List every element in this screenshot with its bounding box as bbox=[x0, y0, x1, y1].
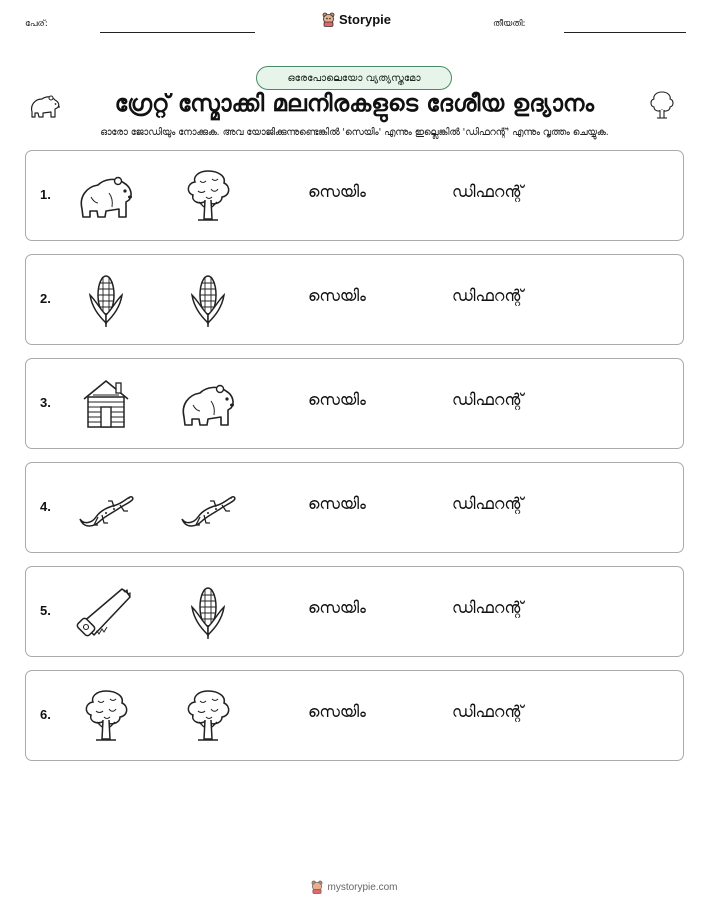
different-option[interactable]: ഡിഫറന്റ് bbox=[452, 390, 524, 409]
different-option[interactable]: ഡിഫറന്റ് bbox=[452, 182, 524, 201]
question-number: 6. bbox=[40, 707, 51, 722]
corn-icon bbox=[178, 583, 238, 641]
question-row bbox=[25, 462, 684, 553]
salamander-icon bbox=[76, 479, 136, 537]
footer-url[interactable]: mystorypie.com bbox=[327, 881, 398, 893]
name-label: പേര്: bbox=[25, 19, 48, 29]
brand-logo bbox=[322, 12, 391, 27]
storypie-mascot-icon bbox=[311, 880, 323, 894]
bear-icon bbox=[28, 92, 62, 120]
saw-icon bbox=[76, 583, 136, 641]
question-number: 2. bbox=[40, 291, 51, 306]
question-number: 4. bbox=[40, 499, 51, 514]
tree-icon bbox=[178, 687, 238, 745]
tree-icon bbox=[76, 687, 136, 745]
corn-icon bbox=[76, 271, 136, 329]
question-row bbox=[25, 254, 684, 345]
question-row bbox=[25, 566, 684, 657]
date-line[interactable] bbox=[564, 32, 686, 33]
brand-name: Storypie bbox=[339, 12, 392, 27]
different-option[interactable]: ഡിഫറന്റ് bbox=[452, 598, 524, 617]
same-option[interactable]: സെയിം bbox=[308, 390, 366, 409]
footer bbox=[0, 880, 709, 894]
question-row bbox=[25, 670, 684, 761]
instructions: ഓരോ ജോഡിയും നോക്കുക. അവ യോജിക്കുന്നുണ്ടെങ്കിൽ 'സെയിം' എന്നും ഇല്ലെങ്കിൽ 'ഡിഫറന്റ്' എന്നും വൃത്തം ചെയ്യുക. bbox=[100, 127, 609, 138]
same-option[interactable]: സെയിം bbox=[308, 494, 366, 513]
bear-icon bbox=[178, 375, 238, 433]
different-option[interactable]: ഡിഫറന്റ് bbox=[452, 286, 524, 305]
same-option[interactable]: സെയിം bbox=[308, 598, 366, 617]
tree-icon bbox=[648, 90, 676, 120]
question-number: 3. bbox=[40, 395, 51, 410]
cabin-icon bbox=[76, 375, 136, 433]
tree-icon bbox=[178, 167, 238, 225]
same-option[interactable]: സെയിം bbox=[308, 702, 366, 721]
question-row bbox=[25, 358, 684, 449]
same-option[interactable]: സെയിം bbox=[308, 286, 366, 305]
question-number: 1. bbox=[40, 187, 51, 202]
storypie-mascot-icon bbox=[322, 12, 335, 27]
name-line[interactable] bbox=[100, 32, 255, 33]
question-row bbox=[25, 150, 684, 241]
bear-icon bbox=[76, 167, 136, 225]
date-label: തീയതി: bbox=[493, 19, 526, 29]
page-title: ഗ്രേറ്റ് സ്മോക്കി മലനിരകളുടെ ദേശീയ ഉദ്യാനം bbox=[114, 91, 595, 117]
question-number: 5. bbox=[40, 603, 51, 618]
different-option[interactable]: ഡിഫറന്റ് bbox=[452, 494, 524, 513]
corn-icon bbox=[178, 271, 238, 329]
different-option[interactable]: ഡിഫറന്റ് bbox=[452, 702, 524, 721]
salamander-icon bbox=[178, 479, 238, 537]
same-option[interactable]: സെയിം bbox=[308, 182, 366, 201]
same-or-different-tag: ഒരേപോലെയോ വ്യത്യസ്തമോ bbox=[256, 66, 452, 90]
